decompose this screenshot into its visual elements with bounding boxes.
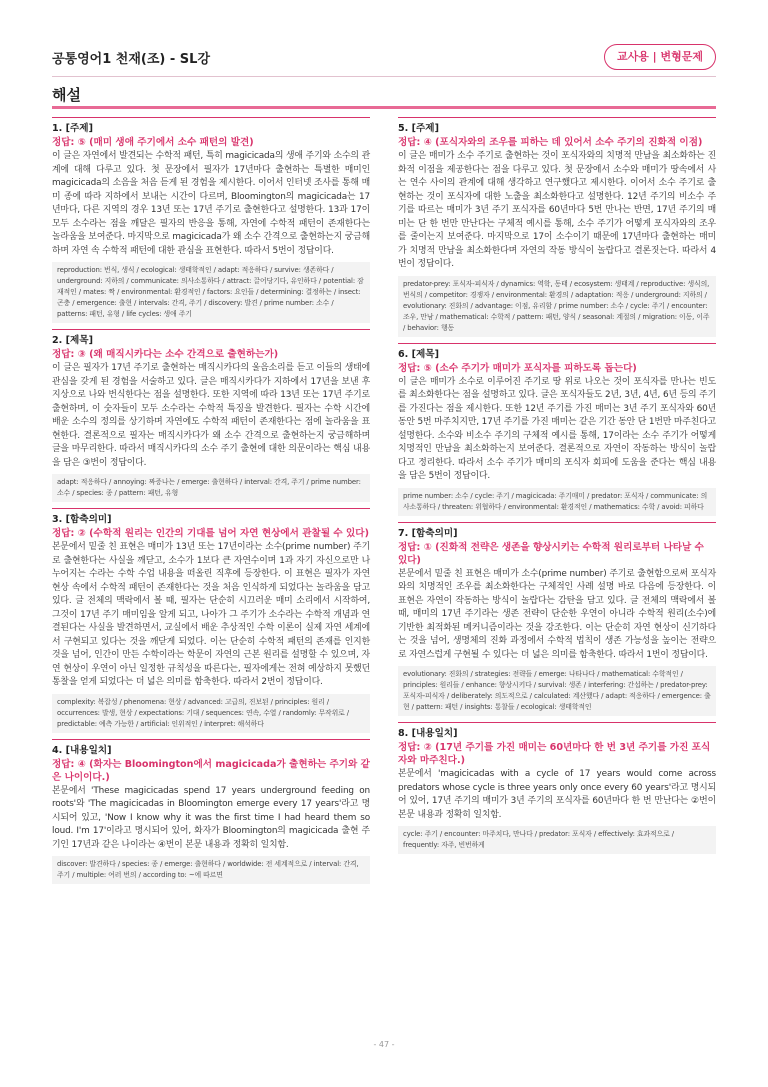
answer-line: 정답: ② (17년 주기를 가진 매미는 60년마다 한 번 3년 주기를 가진 포식자와 마주친다.) <box>398 742 711 766</box>
explanation-text: 본문에서 밑줄 친 표현은 매미가 13년 또는 17년이라는 소수(prime number) 주기로 출현한다는 사실을 깨닫고, 소수가 1보다 큰 자연수이며 1과 자기 자신으로만 나누어지는 수라는 수학 수업 내용을 떠올린 직후에 등장한다. 이 표현은 필자가 자연 현상 속에서 수학적 패턴이 존재한다는 것을 처음 인식하게 되었다는 놀라움을 담고 있다. 글 전체의 맥락에서 볼 때, 필자는 단순히 시끄러운 매미 소리에서 시작하여, 그것이 17년 주기 매미임을 알게 되고, 나아가 그 주기가 소수라는 수학적 개념과 연결된다는 사실을 발견하면서, 교실에서 배운 추상적인 수학 이론이 실제 자연 세계에서 구현되고 있다는 것을 깨닫게 되었다. 이는 단순히 수학적 패턴의 존재를 인지한 것을 넘어, 인간이 만든 수학이라는 학문이 자연의 근본 원리를 설명할 수 있으며, 자연 현상이 우연이 아닌 일정한 규칙성을 따른다는, 필자에게는 전혀 예상하지 못했던 통찰을 얻게 되었다는 더 넓은 의미를 함축한다. 따라서 2번이 정답이다. <box>52 542 370 687</box>
question-block-2 <box>52 329 370 502</box>
answer-line: 정답: ⑤ (소수 주기가 매미가 포식자를 피하도록 돕는다) <box>398 362 637 374</box>
question-heading: 5. [주제] <box>398 123 439 134</box>
header-divider <box>52 76 716 77</box>
question-block-5 <box>398 117 716 337</box>
question-heading: 2. [제목] <box>52 335 93 346</box>
vocabulary-box: reproduction: 번식, 생식 / ecological: 생태학적인 / adapt: 적응하다 / survive: 생존하다 / underground: 지하의 / communicate: 의사소통하다 / attract: 끌어당기다, 유인하다 / potential: 잠재적인 / mates: 짝 / environmental: 환경적인 / factors: 요인들 / determining: 결정하는 / insect: 곤충 / emergence: 출현 / intervals: 간격, 주기 / discovery: 발견 / prime number: 소수 / patterns: 패턴, 유형 / life cycles: 생애 주기 <box>52 262 370 323</box>
question-heading: 1. [주제] <box>52 123 93 134</box>
question-block-4 <box>52 739 370 885</box>
question-block-1 <box>52 117 370 323</box>
page-header <box>52 44 716 72</box>
answer-line: 정답: ⑤ (매미 생애 주기에서 소수 패턴의 발견) <box>52 137 254 148</box>
vocabulary-box: evolutionary: 진화의 / strategies: 전략들 / emerge: 나타나다 / mathematical: 수학적인 / principles: 원리들 / enhance: 향상시키다 / survival: 생존 / interfering: 간섭하는 / predator-prey: 포식자-피식자 / deliberately: 의도적으로 / calculated: 계산했다 / adapt: 적응하다 / emergence: 출현 / pattern: 패턴 / insights: 통찰들 / ecological: 생태학적인 <box>398 666 716 716</box>
explanation-text: 이 글은 매미가 소수로 이루어진 주기로 땅 위로 나오는 것이 포식자를 만나는 빈도를 최소화한다는 점을 설명하고 있다. 글은 포식자들도 2년, 3년, 4년, 6년 등의 주기를 가진다는 점을 제시한다. 또한 12년 주기를 가진 매미는 3년 주기 포식자와 60년 동안 5번 마주치지만, 17년 주기를 가진 매미는 같은 기간 동안 단 1번만 마주친다고 설명한다. 소수와 비소수 주기의 구체적 예시를 통해, 17이라는 소수 주기가 어떻게 치명적인 만남을 최소화하는지 보여준다. 결론적으로 자연이 작동하는 방식이 놀랍다고 정리한다. 따라서 소수 주기가 매미의 포식자 회피에 도움을 준다는 핵심 내용을 담은 5번이 정답이다. <box>398 376 716 481</box>
right-column <box>398 117 716 860</box>
explanation-text: 이 글은 매미가 소수 주기로 출현하는 것이 포식자와의 치명적 만남을 최소화하는 진화적 이점을 제공한다는 점을 다루고 있다. 첫 문장에서 소수와 매미가 땅속에서 사는 연수 사이의 관계에 대해 생각하고 연구했다고 제시한다. 이어서 소수 주기로 출현하는 것이 포식자에 대한 노출을 최소화한다고 설명한다. 12년 주기의 비소수 주기를 따르는 매미가 3년 주기 포식자를 60년마다 5번 만나는 반면, 17년 주기의 매미는 단 한 번만 만난다는 구체적 예시를 통해, 소수 주기가 어떻게 포식자와의 조우를 줄이는지 보여준다. 마지막으로 17이 소수이기 때문에 17년마다 출현하는 매미가 치명적 만남을 최소화한다며 자연의 작동 방식이 놀랍다고 결론짓는다. 따라서 4번이 정답이다. <box>398 151 716 269</box>
vocabulary-box: cycle: 주기 / encounter: 마주치다, 만나다 / predator: 포식자 / effectively: 효과적으로 / frequently: 자주, 빈번하게 <box>398 826 716 854</box>
answer-line: 정답: ① (진화적 전략은 생존을 향상시키는 수학적 원리로부터 나타날 수 있다) <box>398 541 704 566</box>
question-heading: 7. [함축의미] <box>398 527 458 539</box>
question-heading: 3. [함축의미] <box>52 514 112 525</box>
explanation-text: 본문에서 'These magicicadas spend 17 years underground feeding on roots'와 'The magicicadas in Bloomington emerge every 17 years'라고 명시되어 있고, 'Now I know why it was the first time I had heard them so loud. I'm 17'이라고 명시되어 있어, 화자가 Bloomington의 magicicada 출현 주기인 17년과 같은 나이라는 ④번이 본문 내용과 정확히 일치함. <box>52 785 370 850</box>
vocabulary-box: prime number: 소수 / cycle: 주기 / magicicada: 주기매미 / predator: 포식자 / communicate: 의사소통하다 / threaten: 위협하다 / environmental: 환경적인 / mathematics: 수학 / avoid: 피하다 <box>398 488 716 516</box>
document-title: 공통영어1 천재(조) - SL강 <box>52 52 211 67</box>
section-title: 해설 <box>52 86 81 104</box>
explanation-text: 이 글은 필자가 17년 주기로 출현하는 매직시카다의 울음소리를 듣고 이들의 생태에 관심을 갖게 된 경험을 서술하고 있다. 글은 매직시카다가 지하에서 17년을 보낸 후 지상으로 나와 번식한다는 점을 설명한다. 또한 지역에 따라 13년 또는 17년 주기로 출현하며, 이 숫자들이 모두 소수라는 수학적 특징을 발견한다. 필자는 수학 시간에 배운 소수의 정의를 상기하며 자연에도 수학적 패턴이 존재한다는 점에 놀라움을 표현한다. 결론적으로 필자는 매직시카다가 왜 소수 간격으로 출현하는지 궁금해하며 글을 마무리한다. 따라서 매직시카다의 소수 주기 출현에 대한 의문이라는 핵심 내용을 담은 ③번이 정답이다. <box>52 363 370 468</box>
question-block-7 <box>398 522 716 717</box>
section-divider <box>52 106 716 109</box>
question-block-3 <box>52 508 370 733</box>
teacher-badge: 교사용 | 변형문제 <box>604 44 716 70</box>
page-number: - 47 - <box>373 1040 395 1049</box>
question-heading: 8. [내용일치] <box>398 728 458 739</box>
explanation-text: 이 글은 자연에서 발견되는 수학적 패턴, 특히 magicicada의 생애 주기와 소수의 관계에 대해 다루고 있다. 첫 문장에서 필자가 17년마다 출현하는 특별한 매미인 magicicada의 소음을 처음 듣게 된 경험을 제시한다. 이어서 인터넷 조사를 통해 매미 종에 따라 지하에서 보내는 시간이 다르며, Bloomington의 magicicada는 17년마다, 다른 지역의 경우 13년 또는 17년 주기로 출현한다고 설명한다. 13과 17이 모두 소수라는 점을 깨달은 필자의 반응을 통해, 자연에 수학적 패턴이 존재한다는 놀라움을 보여준다. 마지막으로 magicicada가 왜 소수 간격으로 출현하는지 궁금해하며 자연 속 수학적 패턴에 대한 관심을 표현한다. 따라서 5번이 정답이다. <box>52 151 370 256</box>
vocabulary-box: adapt: 적응하다 / annoying: 짜증나는 / emerge: 출현하다 / interval: 간격, 주기 / prime number: 소수 / species: 종 / pattern: 패턴, 유형 <box>52 474 370 502</box>
question-heading: 4. [내용일치] <box>52 744 112 756</box>
answer-line: 정답: ④ (포식자와의 조우를 피하는 데 있어서 소수 주기의 진화적 이점) <box>398 137 703 148</box>
answer-line: 정답: ③ (왜 매직시카다는 소수 간격으로 출현하는가) <box>52 349 279 360</box>
question-block-6 <box>398 343 716 516</box>
explanation-text: 본문에서 밑줄 친 표현은 매미가 소수(prime number) 주기로 출현함으로써 포식자와의 치명적인 조우를 최소화한다는 구체적인 사례 설명 바로 다음에 등장한다. 이 표현은 자연이 작동하는 방식이 놀랍다는 감탄을 담고 있다. 글 전체의 맥락에서 볼 때, 매미의 17년 주기라는 생존 전략이 단순한 우연이 아니라 수학적 원리(소수)에 기반한 최적화된 메커니즘이라는 것을 강조한다. 이는 단순히 자연 현상이 신기하다는 것을 넘어, 생명체의 진화 과정에서 수학적 법칙이 생존 가능성을 높이는 전략으로 자연스럽게 구현될 수 있다는 더 넓은 의미를 함축한다. 따라서 1번이 정답이다. <box>398 568 716 660</box>
question-block-8 <box>398 722 716 854</box>
left-column <box>52 117 370 890</box>
vocabulary-box: discover: 발견하다 / species: 종 / emerge: 출현하다 / worldwide: 전 세계적으로 / interval: 간격, 주기 / multiple: 여러 번의 / according to: ~에 따르면 <box>52 856 370 884</box>
answer-line: 정답: ④ (화자는 Bloomington에서 magicicada가 출현하는 주기와 같은 나이이다.) <box>52 758 370 783</box>
explanation-text: 본문에서 'magicicadas with a cycle of 17 years would come across predators whose cycle is three years only once every 60 years'라고 명시되어 있어, 17년 주기의 매미가 3년 주기의 포식자를 60년마다 한 번 만난다는 ②번이 본문 내용과 정확히 일치함. <box>398 769 716 820</box>
answer-line: 정답: ② (수학적 원리는 인간의 기대를 넘어 자연 현상에서 관찰될 수 있다) <box>52 528 369 539</box>
vocabulary-box: complexity: 복잡성 / phenomena: 현상 / advanced: 고급의, 진보된 / principles: 원리 / occurrences: 발생, 현상 / expectations: 기대 / sequences: 연속, 수열 / randomly: 무작위로 / predictable: 예측 가능한 / artificial: 인위적인 / interpret: 해석하다 <box>52 694 370 733</box>
question-heading: 6. [제목] <box>398 348 439 360</box>
vocabulary-box: predator-prey: 포식자-피식자 / dynamics: 역학, 동태 / ecosystem: 생태계 / reproductive: 생식의, 번식의 / competitor: 경쟁자 / environmental: 환경의 / adaptation: 적응 / underground: 지하의 / evolutionary: 진화의 / advantage: 이점, 유리함 / prime number: 소수 / cycle: 주기 / encounter: 조우, 만남 / mathematical: 수학적 / pattern: 패턴, 양식 / seasonal: 계절의 / migration: 이동, 이주 / behavior: 행동 <box>398 276 716 337</box>
